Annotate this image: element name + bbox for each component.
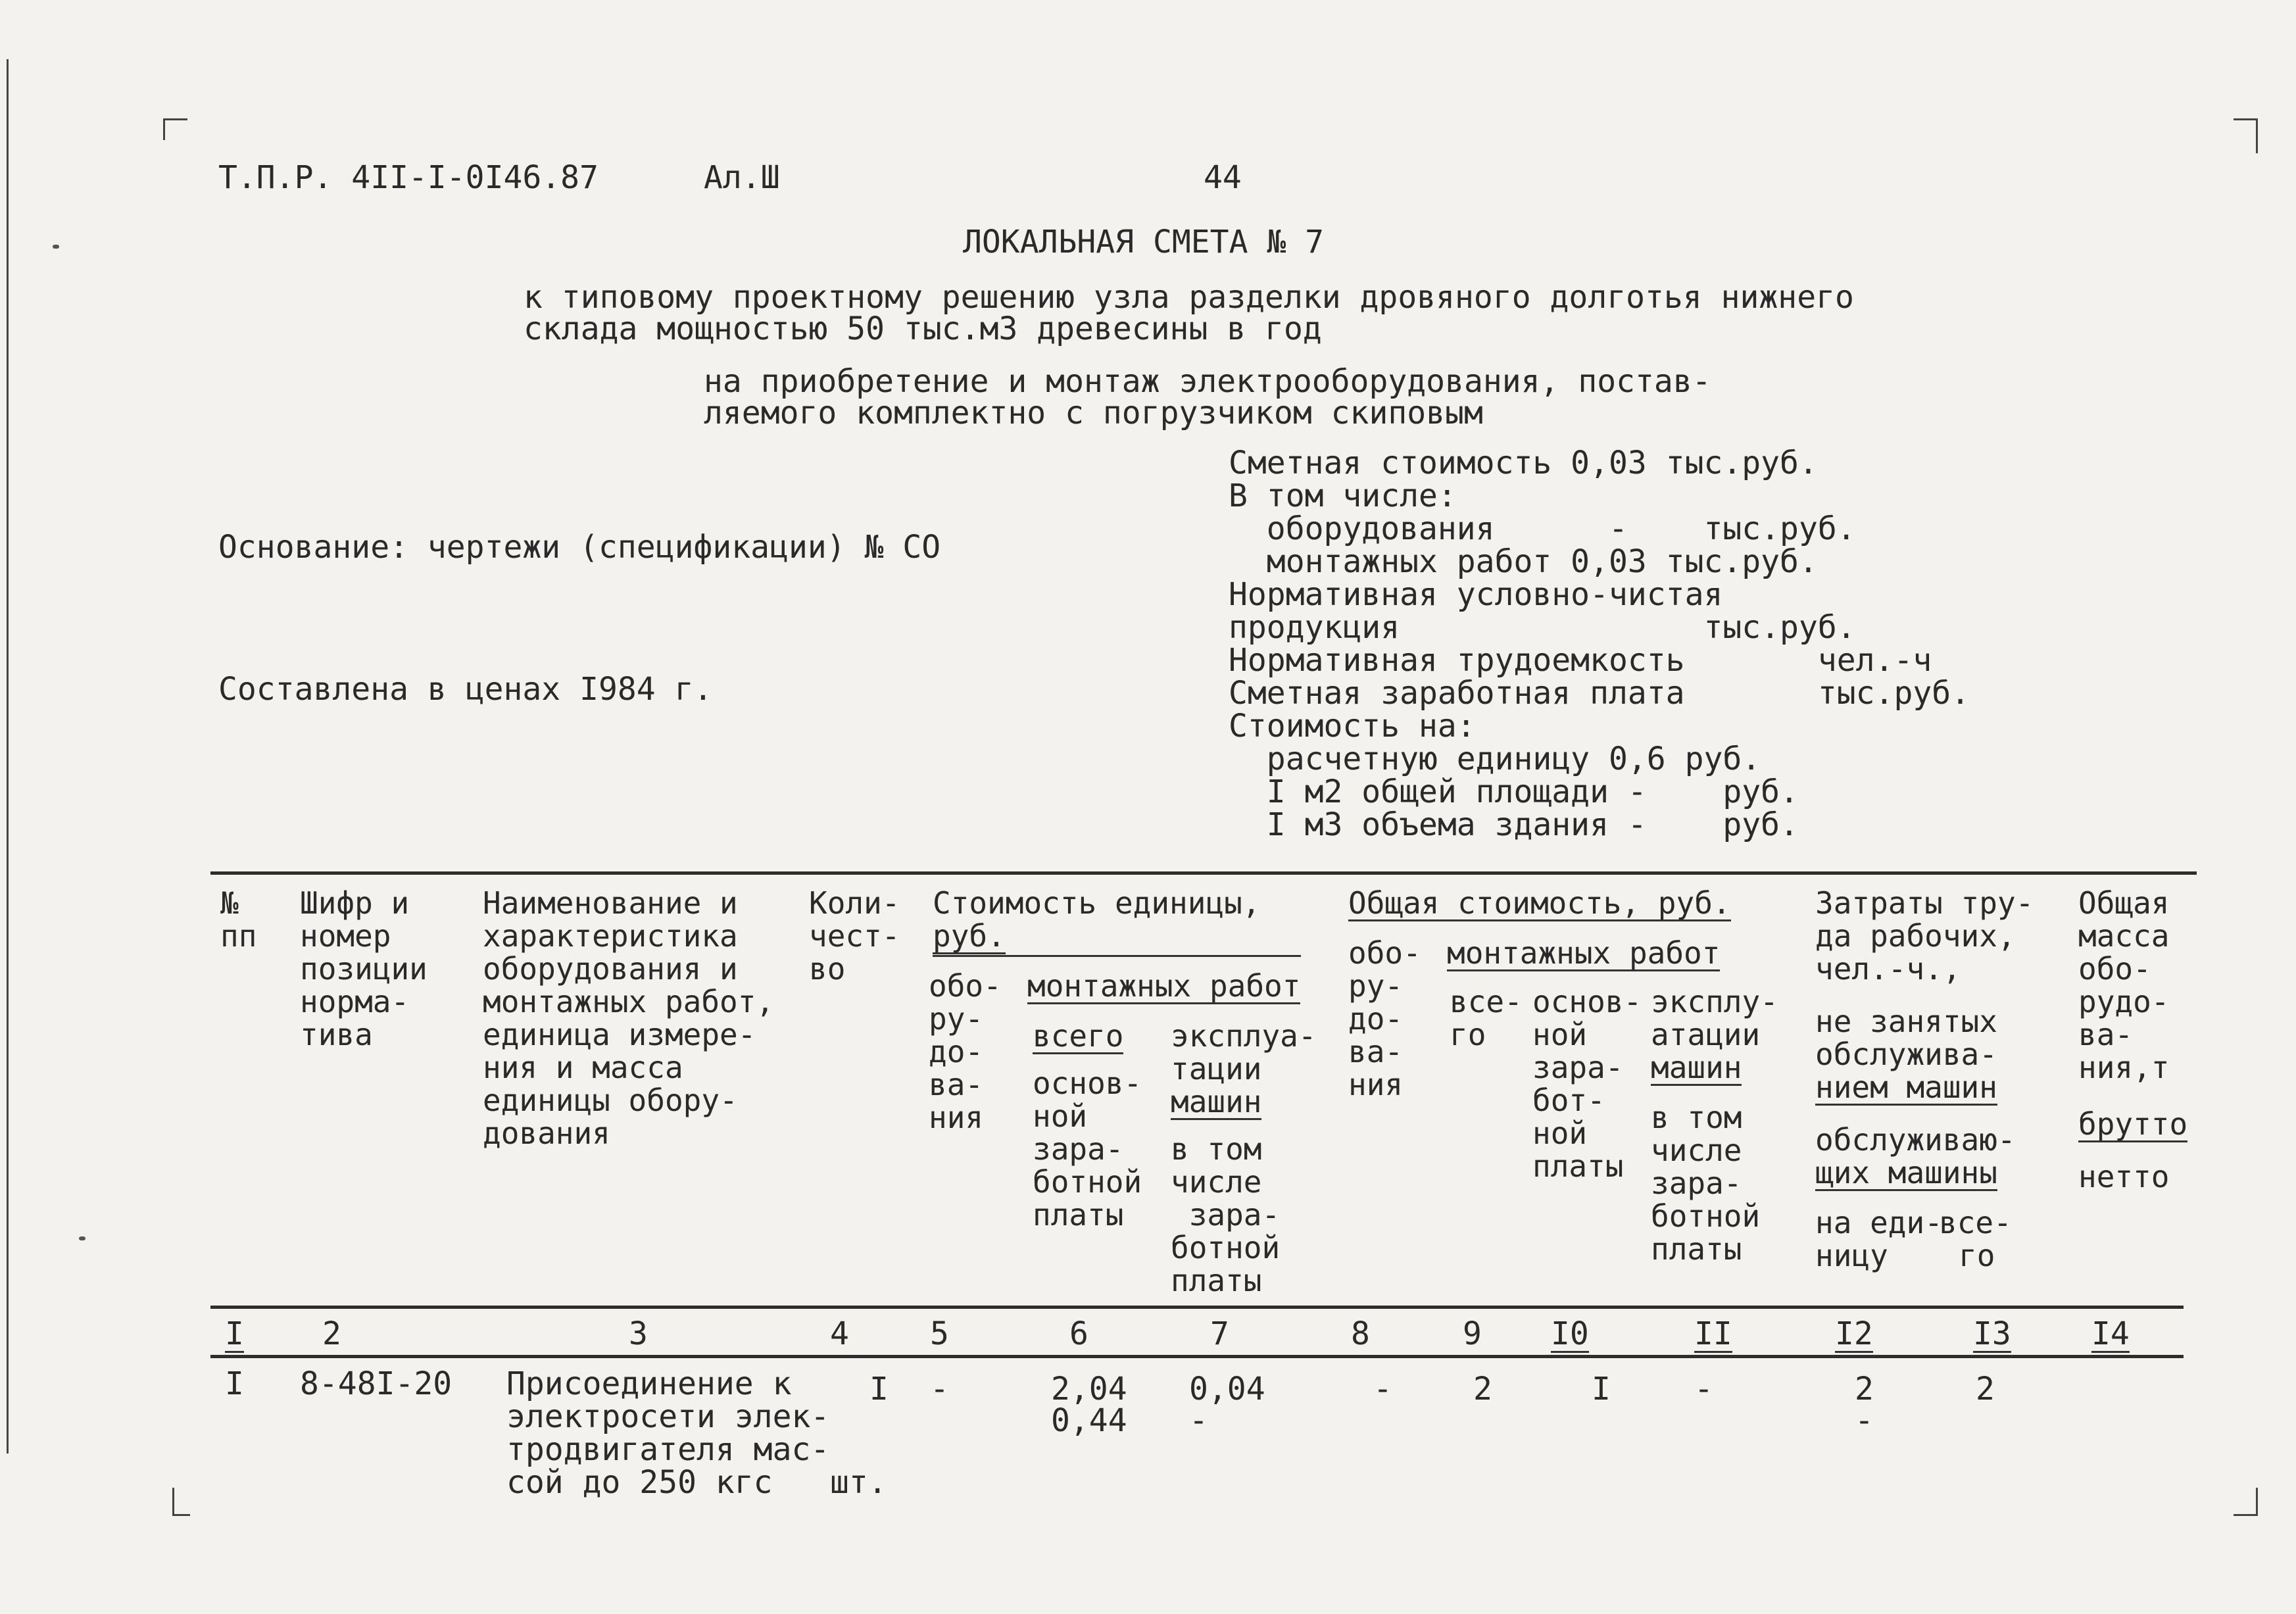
column-number: I3 [1973,1315,2011,1352]
header-c11-line: зара- [1651,1165,1742,1201]
header-c7-top: эксплуа- [1171,1018,1317,1054]
column-number: 7 [1210,1315,1229,1352]
basis-text: Основание: чертежи (спецификации) № СО [218,529,941,566]
header-c3-line: единицы обору- [483,1083,738,1118]
row-qty: I [869,1371,889,1407]
header-c6-line: основ- [1033,1065,1142,1101]
header-unit-cost-title: Стоимость единицы, [933,885,1261,921]
header-c5-line: обо- [929,968,1002,1004]
header-labor-total: го [1959,1238,1995,1273]
header-c1-line: пп [220,918,257,954]
column-number: I [225,1315,244,1352]
header-c7-line: платы [1171,1263,1262,1298]
row-equip-unit-cost: - [930,1371,949,1407]
header-c4-line: Коли- [809,885,900,921]
header-c2-line: Шифр и [300,885,410,921]
summary-line: Нормативная условно-чистая [1229,576,1723,613]
header-c11-line: в том [1651,1100,1742,1135]
header-c3-line: монтажных работ, [483,984,775,1019]
purpose-line-2: ляемого комплектно с погрузчиком скиповым [704,395,1483,431]
header-c8-line: ва- [1348,1034,1404,1069]
column-number: I4 [2091,1315,2130,1352]
row-mount-wage: 0,44 [1051,1402,1127,1439]
column-number: II [1694,1315,1732,1352]
summary-line: Стоимость на: [1229,708,1476,745]
header-c10-line: зара- [1532,1050,1624,1085]
header-c2-line: номер [300,918,391,954]
header-c10-line: платы [1532,1148,1624,1184]
header-c11-line: ботной [1651,1198,1761,1234]
prices-year-text: Составлена в ценах I984 г. [218,671,713,708]
row-labor-per-unit: 2 [1855,1371,1874,1407]
document-code: Т.П.Р. 4II-I-0I46.87 [218,159,598,196]
corner-mark-bottom-right [2234,1488,2258,1516]
header-labor-per-unit: ницу [1815,1238,1888,1273]
punch-mark [79,1236,85,1240]
subtitle-line-1: к типовому проектному решению узла разделки дровяного долготья нижнего [524,279,1854,316]
page-number: 44 [1204,159,1242,196]
row-name-line: Присоединение к [506,1365,792,1402]
header-labor-title: Затраты тру- [1815,885,2034,921]
header-c6-line: ной [1033,1098,1088,1134]
column-number: I2 [1835,1315,1873,1352]
row-total-machine: - [1694,1371,1713,1407]
summary-line: монтажных работ 0,03 тыс.руб. [1229,543,1818,580]
header-c7-line: ботной [1171,1230,1281,1265]
header-c2-line: норма- [300,984,410,1019]
header-c7-line: числе [1171,1164,1262,1200]
header-c6-line: ботной [1033,1164,1142,1200]
header-mass-title: рудо- [2078,984,2170,1019]
header-mass-title: обо- [2078,951,2151,987]
summary-line: В том числе: [1229,477,1457,514]
header-c2-line: позиции [300,951,427,987]
corner-mark-top-left [163,118,187,140]
row-labor-total: 2 [1976,1371,1995,1407]
corner-mark-top-right [2234,118,2258,153]
header-c3-line: единица измере- [483,1017,756,1052]
table-header-bottom-rule [210,1306,2184,1309]
header-labor-not-serving: обслужива- [1815,1037,1997,1072]
row-name-line: сой до 250 кгс [506,1464,773,1501]
column-number: 5 [930,1315,949,1352]
subtitle-line-2: склада мощностью 50 тыс.м3 древесины в год [524,310,1322,347]
purpose-line-1: на приобретение и монтаж электрооборудования, постав- [704,363,1711,400]
header-labor-title: да рабочих, [1815,918,2016,954]
column-number: 9 [1463,1315,1482,1352]
table-top-rule [210,871,2197,875]
header-c3-line: дования [483,1115,610,1151]
summary-line: расчетную единицу 0,6 руб. [1229,741,1761,777]
header-c10-line: бот- [1532,1083,1605,1118]
header-c3-line: Наименование и [483,885,738,921]
column-number-rule [210,1355,2184,1358]
row-total-wage: I [1592,1371,1611,1407]
row-code: 8-48I-20 [300,1365,452,1402]
header-mount-title: монтажных работ [1027,968,1301,1004]
header-c8-line: ния [1348,1067,1404,1102]
summary-line: оборудования - тыс.руб. [1229,510,1856,547]
row-total-equip: - [1373,1371,1392,1407]
header-c4-line: во [809,951,846,987]
column-number: 8 [1351,1315,1370,1352]
summary-line: I м2 общей площади - руб. [1229,773,1799,810]
summary-line: Нормативная трудоемкость чел.-ч [1229,642,1932,679]
header-mass-title: Общая [2078,885,2170,921]
summary-line: продукция тыс.руб. [1229,609,1856,646]
row-labor-per-unit-serving: - [1855,1402,1874,1439]
header-c7-line: в том [1171,1131,1262,1167]
header-c11-line: платы [1651,1231,1742,1267]
header-c5-line: ва- [929,1067,984,1102]
header-c1-line: № [220,885,239,921]
corner-mark-bottom-left [172,1488,190,1516]
header-c11-top: атации [1651,1017,1761,1052]
summary-line: I м3 объема здания - руб. [1229,806,1799,843]
header-labor-per-unit: на еди- [1815,1205,1943,1240]
header-c3-line: оборудования и [483,951,738,987]
header-c9-line: го [1450,1017,1486,1052]
header-c10-line: основ- [1532,984,1642,1019]
header-labor-serving: обслуживаю- [1815,1122,2016,1158]
column-number: 4 [830,1315,849,1352]
column-number: I0 [1551,1315,1589,1352]
header-c9-line: все- [1450,984,1523,1019]
header-c7-top: тации [1171,1051,1262,1087]
header-mass-net: нетто [2078,1159,2170,1194]
document-title: ЛОКАЛЬНАЯ СМЕТА № 7 [963,224,1325,260]
header-c6-top: всего [1033,1018,1124,1054]
header-c2-line: тива [300,1017,373,1052]
header-mass-title: ва- [2078,1017,2134,1052]
summary-line: Сметная заработная плата тыс.руб. [1229,675,1970,712]
header-mass-title: ния,т [2078,1050,2170,1085]
header-c8-line: ру- [1348,968,1404,1004]
header-c10-line: ной [1532,1017,1588,1052]
header-unit-cost-unit: руб. [933,918,1006,954]
header-c5-line: ру- [929,1001,984,1037]
header-c10-line: ной [1532,1115,1588,1151]
header-unit-cost-rule [933,955,1301,957]
header-labor-title: чел.-ч., [1815,951,1961,987]
header-c6-line: зара- [1033,1131,1124,1167]
scan-edge-line [7,59,9,1454]
row-number: I [225,1365,244,1402]
header-labor-not-serving: нием машин [1815,1069,1997,1105]
header-labor-total: все- [1939,1205,2012,1240]
header-c11-top: эксплу- [1651,984,1778,1019]
header-c7-top: машин [1171,1084,1262,1119]
header-mass-gross: брутто [2078,1106,2188,1142]
row-name-line: электросети элек- [506,1398,830,1435]
header-total-title: Общая стоимость, руб. [1348,885,1731,921]
header-c11-top: машин [1651,1050,1742,1085]
header-c7-line: зара- [1171,1197,1281,1233]
header-mass-title: масса [2078,918,2170,954]
header-c5-line: ния [929,1100,984,1135]
row-mount-total: 2,04 [1051,1371,1127,1407]
header-c4-line: чест- [809,918,900,954]
header-c3-line: ния и масса [483,1050,683,1085]
header-c8-line: до- [1348,1001,1404,1037]
row-machine-cost: 0,04 [1189,1371,1265,1407]
column-number: 3 [629,1315,648,1352]
album-label: Ал.Ш [704,159,780,196]
row-machine-wage: - [1189,1402,1208,1439]
column-number: 2 [322,1315,341,1352]
header-c5-line: до- [929,1034,984,1069]
column-number: 6 [1069,1315,1088,1352]
punch-mark [53,245,59,249]
header-c11-line: числе [1651,1133,1742,1168]
header-labor-not-serving: не занятых [1815,1004,1997,1039]
row-unit: шт. [830,1464,887,1501]
row-name-line: тродвигателя мас- [506,1431,830,1468]
header-c3-line: характеристика [483,918,738,954]
summary-line: Сметная стоимость 0,03 тыс.руб. [1229,445,1818,481]
row-total-mount: 2 [1473,1371,1492,1407]
header-total-mount-title: монтажных работ [1447,935,1721,971]
header-c6-line: платы [1033,1197,1124,1233]
header-labor-serving: щих машины [1815,1155,1997,1190]
header-c8-line: обо- [1348,935,1421,971]
